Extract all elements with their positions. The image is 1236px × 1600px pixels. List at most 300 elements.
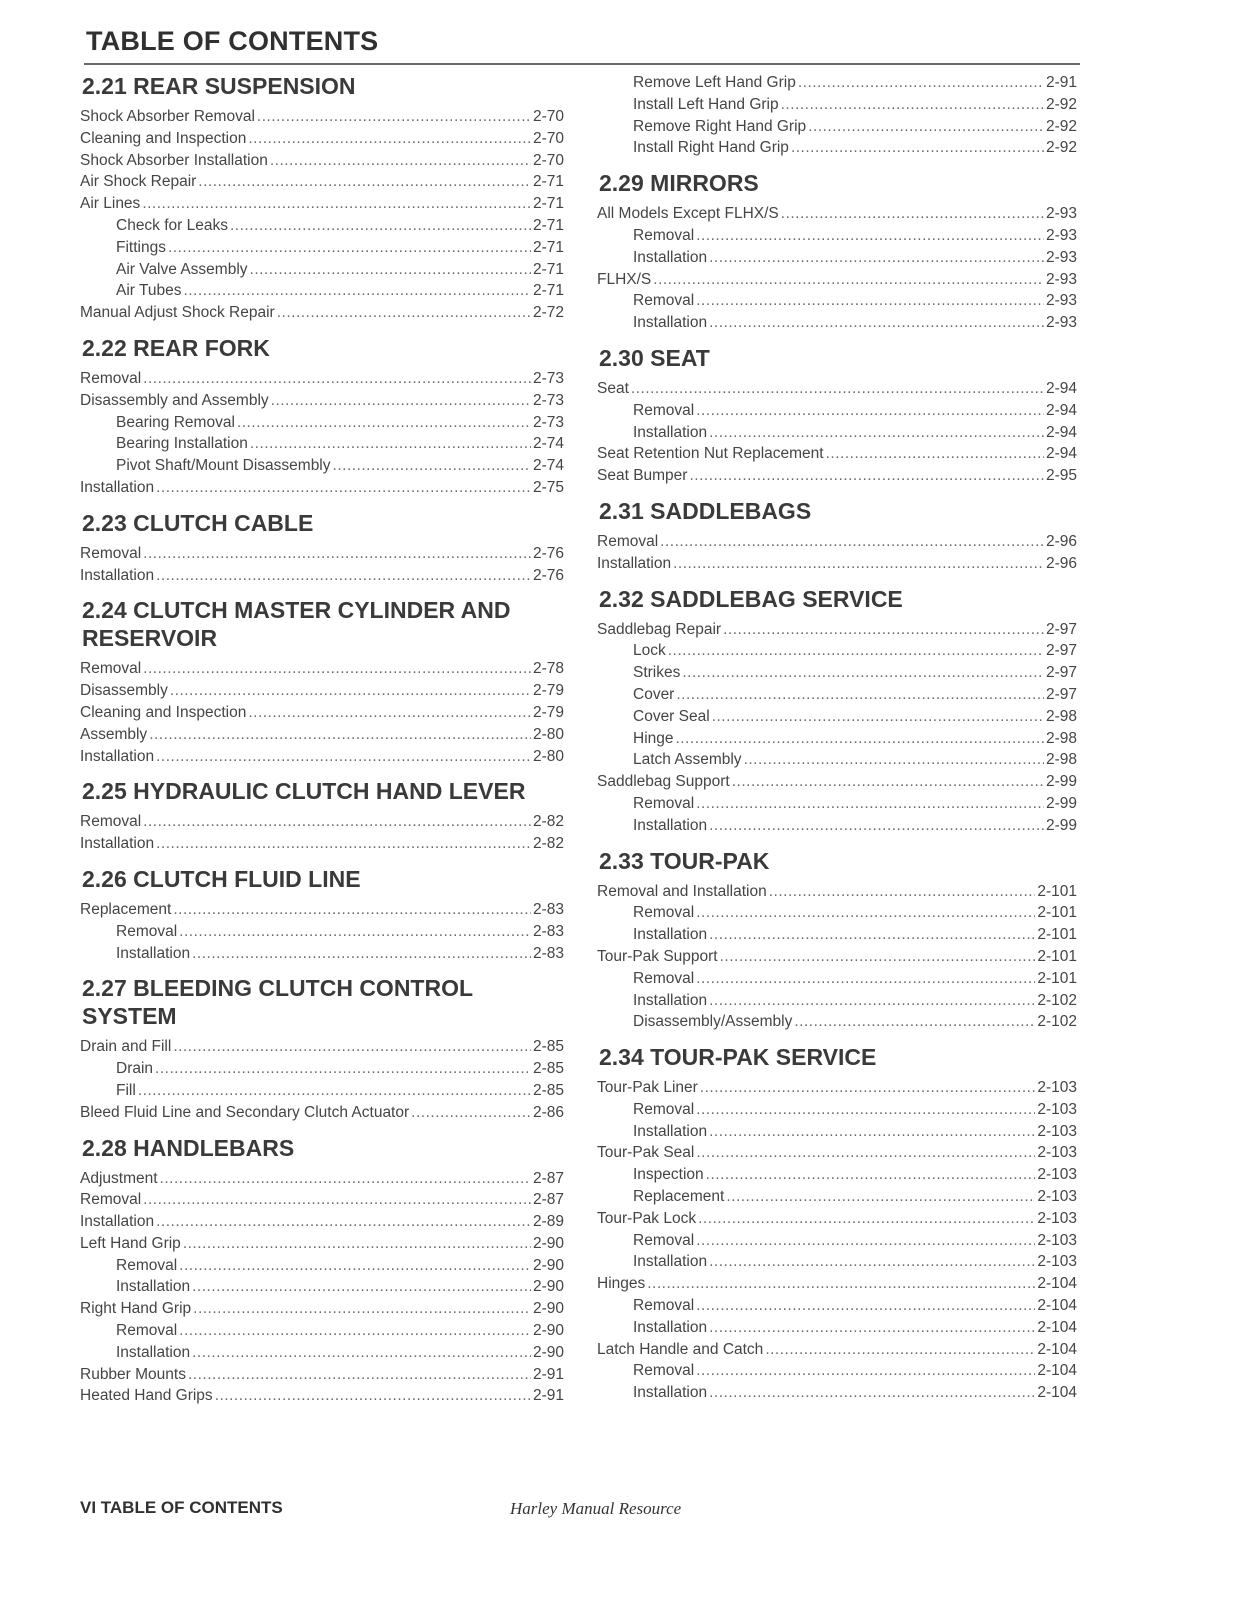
toc-entry-title: All Models Except FLHX/S — [597, 205, 779, 223]
toc-entry-page: 2-104 — [1037, 1297, 1077, 1315]
toc-entry-title: Fittings — [116, 238, 166, 256]
toc-entry[interactable] — [597, 443, 1077, 465]
toc-entry[interactable] — [597, 203, 1077, 225]
toc-entry[interactable] — [597, 72, 1077, 94]
toc-entry-page: 2-99 — [1045, 816, 1077, 834]
toc-section — [597, 585, 1077, 837]
toc-entry[interactable] — [597, 1382, 1077, 1404]
dot-leader — [696, 1099, 1035, 1121]
toc-entry-page: 2-90 — [532, 1256, 564, 1274]
toc-entry-title: Installation — [597, 554, 672, 572]
dot-leader — [709, 815, 1044, 837]
toc-entry[interactable] — [597, 378, 1077, 400]
dot-leader — [149, 724, 531, 746]
toc-entry[interactable] — [80, 171, 564, 193]
dot-leader — [744, 749, 1044, 771]
dot-leader — [709, 924, 1035, 946]
page-title: TABLE OF CONTENTS — [86, 26, 379, 56]
toc-entry[interactable] — [80, 368, 564, 390]
toc-entry-page: 2-94 — [1045, 401, 1077, 419]
toc-entry-title: Manual Adjust Shock Repair — [80, 304, 275, 322]
toc-entry[interactable] — [80, 921, 564, 943]
toc-entry[interactable] — [80, 433, 564, 455]
toc-entry[interactable] — [597, 422, 1077, 444]
dot-leader — [709, 1251, 1035, 1273]
toc-entry-title: Remove Right Hand Grip — [633, 117, 807, 135]
toc-section — [80, 596, 564, 767]
toc-entry-title: Removal — [633, 969, 695, 987]
toc-entry[interactable] — [80, 680, 564, 702]
section-heading: 2.23 CLUTCH CABLE — [82, 509, 314, 536]
dot-leader — [706, 1164, 1036, 1186]
toc-entry[interactable] — [597, 640, 1077, 662]
toc-entry[interactable] — [80, 1320, 564, 1342]
toc-entry-page: 2-91 — [532, 1365, 564, 1383]
toc-entry[interactable] — [80, 811, 564, 833]
dot-leader — [709, 422, 1044, 444]
dot-leader — [696, 902, 1035, 924]
dot-leader — [769, 881, 1036, 903]
toc-entry[interactable] — [597, 1273, 1077, 1295]
dot-leader — [781, 203, 1044, 225]
toc-entry[interactable] — [80, 833, 564, 855]
toc-entry-title: Installation — [633, 314, 708, 332]
section-heading: 2.32 SADDLEBAG SERVICE — [599, 585, 903, 612]
toc-entry-title: Left Hand Grip — [80, 1234, 181, 1252]
toc-entry-title: Hinges — [597, 1275, 646, 1293]
toc-entry[interactable] — [80, 280, 564, 302]
toc-entry-page: 2-76 — [532, 544, 564, 562]
toc-entry-title: Fill — [116, 1081, 136, 1099]
toc-entry[interactable] — [597, 662, 1077, 684]
toc-entry-page: 2-97 — [1045, 620, 1077, 638]
toc-entry-page: 2-71 — [532, 260, 564, 278]
toc-entry[interactable] — [597, 1230, 1077, 1252]
toc-entry[interactable] — [80, 724, 564, 746]
toc-entry-title: Tour-Pak Lock — [597, 1209, 697, 1227]
toc-entry-page: 2-79 — [532, 682, 564, 700]
toc-entry-title: Drain — [116, 1060, 154, 1078]
toc-entry[interactable] — [80, 1298, 564, 1320]
toc-entry[interactable] — [597, 1360, 1077, 1382]
toc-entry-page: 2-98 — [1045, 707, 1077, 725]
toc-entry-page: 2-102 — [1037, 991, 1077, 1009]
toc-entry[interactable] — [80, 455, 564, 477]
toc-entry-title: Removal — [633, 904, 695, 922]
dot-leader — [250, 433, 531, 455]
toc-entry[interactable] — [80, 215, 564, 237]
dot-leader — [230, 215, 531, 237]
dot-leader — [179, 1255, 531, 1277]
toc-entry-title: Removal — [633, 1297, 695, 1315]
dot-leader — [698, 1208, 1035, 1230]
toc-entry-title: Installation — [633, 991, 708, 1009]
toc-entry-page: 2-97 — [1045, 685, 1077, 703]
dot-leader — [696, 225, 1044, 247]
dot-leader — [709, 312, 1044, 334]
toc-entry[interactable] — [597, 1295, 1077, 1317]
toc-entry-page: 2-87 — [532, 1191, 564, 1209]
toc-entry-page: 2-76 — [532, 566, 564, 584]
toc-section — [597, 847, 1077, 1034]
toc-entry-page: 2-87 — [532, 1169, 564, 1187]
dot-leader — [156, 477, 531, 499]
toc-entry[interactable] — [80, 1058, 564, 1080]
toc-entry[interactable] — [597, 1164, 1077, 1186]
toc-entry-page: 2-82 — [532, 813, 564, 831]
toc-entry[interactable] — [80, 1036, 564, 1058]
toc-entry[interactable] — [80, 1385, 564, 1407]
section-heading: 2.26 CLUTCH FLUID LINE — [82, 865, 361, 892]
section-heading: 2.29 MIRRORS — [599, 170, 759, 197]
toc-entry[interactable] — [80, 1080, 564, 1102]
toc-section — [80, 1134, 564, 1408]
toc-section — [80, 865, 564, 964]
dot-leader — [696, 1295, 1035, 1317]
toc-entry[interactable] — [597, 990, 1077, 1012]
toc-entry-title: Removal — [80, 660, 142, 678]
toc-entry-title: Removal — [116, 1256, 178, 1274]
toc-entry-title: Removal — [116, 1322, 178, 1340]
toc-entry-page: 2-91 — [1045, 74, 1077, 91]
toc-entry[interactable] — [80, 302, 564, 324]
toc-entry-title: Installation — [633, 1318, 708, 1336]
toc-entry-page: 2-70 — [532, 129, 564, 147]
toc-entry-title: Installation — [633, 1384, 708, 1402]
toc-entry-page: 2-80 — [532, 725, 564, 743]
toc-entry-page: 2-85 — [532, 1060, 564, 1078]
toc-entry-title: Cover Seal — [633, 707, 710, 725]
toc-entry[interactable] — [597, 269, 1077, 291]
toc-entry-title: Remove Left Hand Grip — [633, 74, 796, 91]
toc-entry[interactable] — [597, 619, 1077, 641]
toc-entry[interactable] — [597, 400, 1077, 422]
toc-entry-title: Removal — [80, 369, 142, 387]
dot-leader — [192, 943, 531, 965]
toc-entry-page: 2-94 — [1045, 379, 1077, 397]
toc-entry-page: 2-71 — [532, 173, 564, 191]
dot-leader — [156, 1211, 531, 1233]
toc-entry-title: Check for Leaks — [116, 216, 228, 234]
toc-entry-title: Removal — [633, 1100, 695, 1118]
toc-entry[interactable] — [597, 684, 1077, 706]
toc-entry-title: Installation — [633, 1253, 708, 1271]
toc-entry-title: Disassembly and Assembly — [80, 391, 269, 409]
dot-leader — [660, 531, 1044, 553]
toc-section — [597, 1043, 1077, 1404]
toc-entry-page: 2-103 — [1037, 1253, 1077, 1271]
toc-entry[interactable] — [597, 1099, 1077, 1121]
toc-entry[interactable] — [80, 702, 564, 724]
toc-entry[interactable] — [80, 193, 564, 215]
dot-leader — [682, 662, 1044, 684]
dot-leader — [193, 1298, 531, 1320]
toc-left-column — [80, 72, 564, 1417]
dot-leader — [179, 921, 531, 943]
toc-entry-page: 2-103 — [1037, 1144, 1077, 1162]
dot-leader — [689, 465, 1044, 487]
toc-entry[interactable] — [80, 899, 564, 921]
toc-entry[interactable] — [80, 1189, 564, 1211]
toc-entry-page: 2-78 — [532, 660, 564, 678]
toc-entry-page: 2-74 — [532, 457, 564, 475]
toc-entry-title: Seat — [597, 379, 629, 397]
toc-entry-title: Cleaning and Inspection — [80, 129, 247, 147]
dot-leader — [277, 302, 531, 324]
toc-entry-title: Removal — [633, 401, 695, 419]
dot-leader — [183, 1233, 531, 1255]
dot-leader — [653, 269, 1044, 291]
toc-entry[interactable] — [597, 247, 1077, 269]
toc-entry-title: Installation — [116, 944, 191, 962]
toc-entry-title: Saddlebag Repair — [597, 620, 722, 638]
toc-entry-title: Shock Absorber Removal — [80, 108, 255, 125]
toc-entry[interactable] — [597, 968, 1077, 990]
toc-entry[interactable] — [597, 116, 1077, 138]
toc-entry-title: Cleaning and Inspection — [80, 703, 247, 721]
toc-entry[interactable] — [80, 1233, 564, 1255]
toc-entry-title: Tour-Pak Seal — [597, 1144, 695, 1162]
toc-entry[interactable] — [80, 390, 564, 412]
toc-entry-page: 2-103 — [1037, 1122, 1077, 1140]
toc-entry-title: Removal — [633, 226, 695, 244]
toc-entry[interactable] — [597, 1186, 1077, 1208]
dot-leader — [696, 400, 1044, 422]
toc-entry-page: 2-103 — [1037, 1188, 1077, 1206]
toc-entry[interactable] — [80, 477, 564, 499]
dot-leader — [142, 193, 531, 215]
dot-leader — [143, 368, 531, 390]
dot-leader — [188, 1364, 531, 1386]
toc-entry[interactable] — [597, 225, 1077, 247]
toc-entry-page: 2-93 — [1045, 248, 1077, 266]
toc-entry[interactable] — [597, 793, 1077, 815]
dot-leader — [248, 702, 531, 724]
dot-leader — [170, 680, 531, 702]
toc-entry-page: 2-80 — [532, 747, 564, 765]
toc-entry-page: 2-93 — [1045, 314, 1077, 332]
toc-entry-page: 2-104 — [1037, 1275, 1077, 1293]
toc-entry-page: 2-97 — [1045, 664, 1077, 682]
dot-leader — [156, 746, 531, 768]
title-rule — [84, 63, 1080, 65]
toc-right-column — [597, 72, 1077, 1414]
toc-entry-page: 2-98 — [1045, 729, 1077, 747]
dot-leader — [709, 247, 1044, 269]
toc-entry-page: 2-99 — [1045, 794, 1077, 812]
toc-entry-page: 2-98 — [1045, 751, 1077, 769]
toc-entry-page: 2-101 — [1037, 947, 1077, 965]
toc-entry-title: Saddlebag Support — [597, 773, 730, 791]
section-heading: 2.25 HYDRAULIC CLUTCH HAND LEVER — [82, 778, 526, 805]
dot-leader — [333, 455, 531, 477]
toc-entry[interactable] — [597, 749, 1077, 771]
dot-leader — [696, 290, 1044, 312]
toc-entry[interactable] — [80, 1364, 564, 1386]
toc-entry[interactable] — [597, 771, 1077, 793]
toc-entry[interactable] — [80, 1102, 564, 1124]
toc-entry[interactable] — [597, 1011, 1077, 1033]
toc-section — [80, 974, 564, 1123]
dot-leader — [183, 280, 530, 302]
dot-leader — [411, 1102, 531, 1124]
toc-entry-title: Installation — [80, 747, 155, 765]
toc-entry-page: 2-83 — [532, 900, 564, 918]
toc-entry[interactable] — [597, 706, 1077, 728]
toc-section — [597, 169, 1077, 334]
toc-entry[interactable] — [597, 531, 1077, 553]
toc-entry-page: 2-104 — [1037, 1318, 1077, 1336]
toc-entry-title: Installation — [80, 478, 155, 496]
toc-entry-title: Bearing Installation — [116, 435, 248, 453]
toc-entry[interactable] — [597, 881, 1077, 903]
toc-entry[interactable] — [597, 902, 1077, 924]
toc-entry-page: 2-93 — [1045, 226, 1077, 244]
dot-leader — [631, 378, 1044, 400]
toc-entry[interactable] — [80, 1168, 564, 1190]
toc-entry[interactable] — [597, 312, 1077, 334]
toc-entry-page: 2-73 — [532, 391, 564, 409]
toc-entry[interactable] — [80, 565, 564, 587]
toc-entry-page: 2-93 — [1045, 205, 1077, 223]
toc-entry-page: 2-75 — [532, 478, 564, 496]
toc-entry[interactable] — [80, 1255, 564, 1277]
toc-entry[interactable] — [597, 1121, 1077, 1143]
toc-entry[interactable] — [80, 128, 564, 150]
dot-leader — [712, 706, 1044, 728]
toc-entry-title: Bearing Removal — [116, 413, 235, 431]
toc-entry-page: 2-79 — [532, 703, 564, 721]
dot-leader — [143, 1189, 531, 1211]
toc-entry[interactable] — [597, 94, 1077, 116]
section-heading: 2.22 REAR FORK — [82, 334, 270, 361]
dot-leader — [732, 771, 1044, 793]
toc-entry[interactable] — [80, 150, 564, 172]
toc-entry-title: Right Hand Grip — [80, 1300, 192, 1318]
dot-leader — [198, 171, 531, 193]
toc-entry[interactable] — [597, 1208, 1077, 1230]
toc-entry[interactable] — [80, 237, 564, 259]
toc-entry[interactable] — [597, 815, 1077, 837]
dot-leader — [723, 619, 1044, 641]
toc-entry-page: 2-73 — [532, 413, 564, 431]
toc-section — [80, 509, 564, 587]
toc-entry[interactable] — [80, 1276, 564, 1298]
toc-entry-page: 2-96 — [1045, 532, 1077, 550]
dot-leader — [173, 899, 531, 921]
toc-entry-page: 2-83 — [532, 944, 564, 962]
toc-entry-title: Latch Assembly — [633, 751, 742, 769]
toc-entry-title: Installation — [80, 835, 155, 853]
toc-entry-title: Tour-Pak Liner — [597, 1079, 698, 1097]
toc-entry[interactable] — [597, 1251, 1077, 1273]
dot-leader — [791, 137, 1044, 159]
toc-entry-title: Seat Retention Nut Replacement — [597, 445, 824, 463]
toc-entry[interactable] — [80, 943, 564, 965]
toc-entry-title: Installation — [80, 1213, 155, 1231]
dot-leader — [676, 728, 1044, 750]
toc-entry-page: 2-94 — [1045, 423, 1077, 441]
toc-entry-page: 2-72 — [532, 304, 564, 322]
toc-entry[interactable] — [597, 728, 1077, 750]
toc-entry[interactable] — [80, 1342, 564, 1364]
toc-entry-title: Latch Handle and Catch — [597, 1340, 764, 1358]
toc-entry[interactable] — [597, 1142, 1077, 1164]
toc-entry-page: 2-73 — [532, 369, 564, 387]
toc-entry-title: Install Right Hand Grip — [633, 139, 789, 157]
toc-entry-title: Air Valve Assembly — [116, 260, 248, 278]
toc-entry[interactable] — [80, 746, 564, 768]
toc-entry-title: Air Lines — [80, 195, 141, 213]
footer-section-label: VI TABLE OF CONTENTS — [80, 1498, 283, 1517]
toc-section — [597, 344, 1077, 487]
toc-entry-title: Removal — [597, 532, 659, 550]
toc-entry[interactable] — [597, 465, 1077, 487]
toc-entry[interactable] — [80, 543, 564, 565]
toc-entry-page: 2-92 — [1045, 95, 1077, 113]
dot-leader — [765, 1339, 1035, 1361]
toc-entry-page: 2-70 — [532, 108, 564, 125]
toc-entry-page: 2-92 — [1045, 117, 1077, 135]
toc-entry[interactable] — [597, 1077, 1077, 1099]
toc-entry[interactable] — [597, 924, 1077, 946]
dot-leader — [696, 793, 1044, 815]
dot-leader — [673, 553, 1044, 575]
toc-entry-page: 2-103 — [1037, 1166, 1077, 1184]
toc-entry[interactable] — [597, 290, 1077, 312]
toc-entry[interactable] — [80, 259, 564, 281]
toc-entry[interactable] — [597, 553, 1077, 575]
toc-entry[interactable] — [80, 658, 564, 680]
dot-leader — [696, 1360, 1035, 1382]
section-heading: 2.31 SADDLEBAGS — [599, 497, 812, 524]
toc-entry-title: Installation — [633, 1122, 708, 1140]
toc-entry[interactable] — [597, 1317, 1077, 1339]
dot-leader — [696, 1142, 1035, 1164]
toc-entry-title: Shock Absorber Installation — [80, 151, 268, 169]
toc-entry-title: Removal — [633, 794, 695, 812]
toc-entry-page: 2-93 — [1045, 270, 1077, 288]
toc-entry[interactable] — [80, 1211, 564, 1233]
toc-entry-title: Tour-Pak Support — [597, 947, 718, 965]
toc-entry-page: 2-82 — [532, 835, 564, 853]
dot-leader — [270, 150, 531, 172]
toc-section — [597, 72, 1077, 159]
dot-leader — [271, 390, 531, 412]
toc-entry-page: 2-99 — [1045, 773, 1077, 791]
toc-section — [597, 497, 1077, 575]
dot-leader — [156, 565, 531, 587]
toc-section — [80, 777, 564, 855]
toc-entry[interactable] — [597, 137, 1077, 159]
toc-entry-title: Removal — [80, 813, 142, 831]
toc-entry-title: Removal — [633, 1231, 695, 1249]
toc-entry-page: 2-104 — [1037, 1362, 1077, 1380]
dot-leader — [192, 1342, 531, 1364]
toc-entry[interactable] — [597, 1339, 1077, 1361]
toc-entry-page: 2-103 — [1037, 1209, 1077, 1227]
toc-entry-page: 2-74 — [532, 435, 564, 453]
toc-entry-title: Rubber Mounts — [80, 1365, 186, 1383]
toc-entry-page: 2-85 — [532, 1038, 564, 1056]
toc-entry[interactable] — [80, 412, 564, 434]
dot-leader — [794, 1011, 1035, 1033]
dot-leader — [668, 640, 1044, 662]
toc-entry-title: Removal — [80, 1191, 142, 1209]
dot-leader — [696, 1230, 1035, 1252]
toc-entry[interactable] — [80, 106, 564, 128]
toc-entry[interactable] — [597, 946, 1077, 968]
